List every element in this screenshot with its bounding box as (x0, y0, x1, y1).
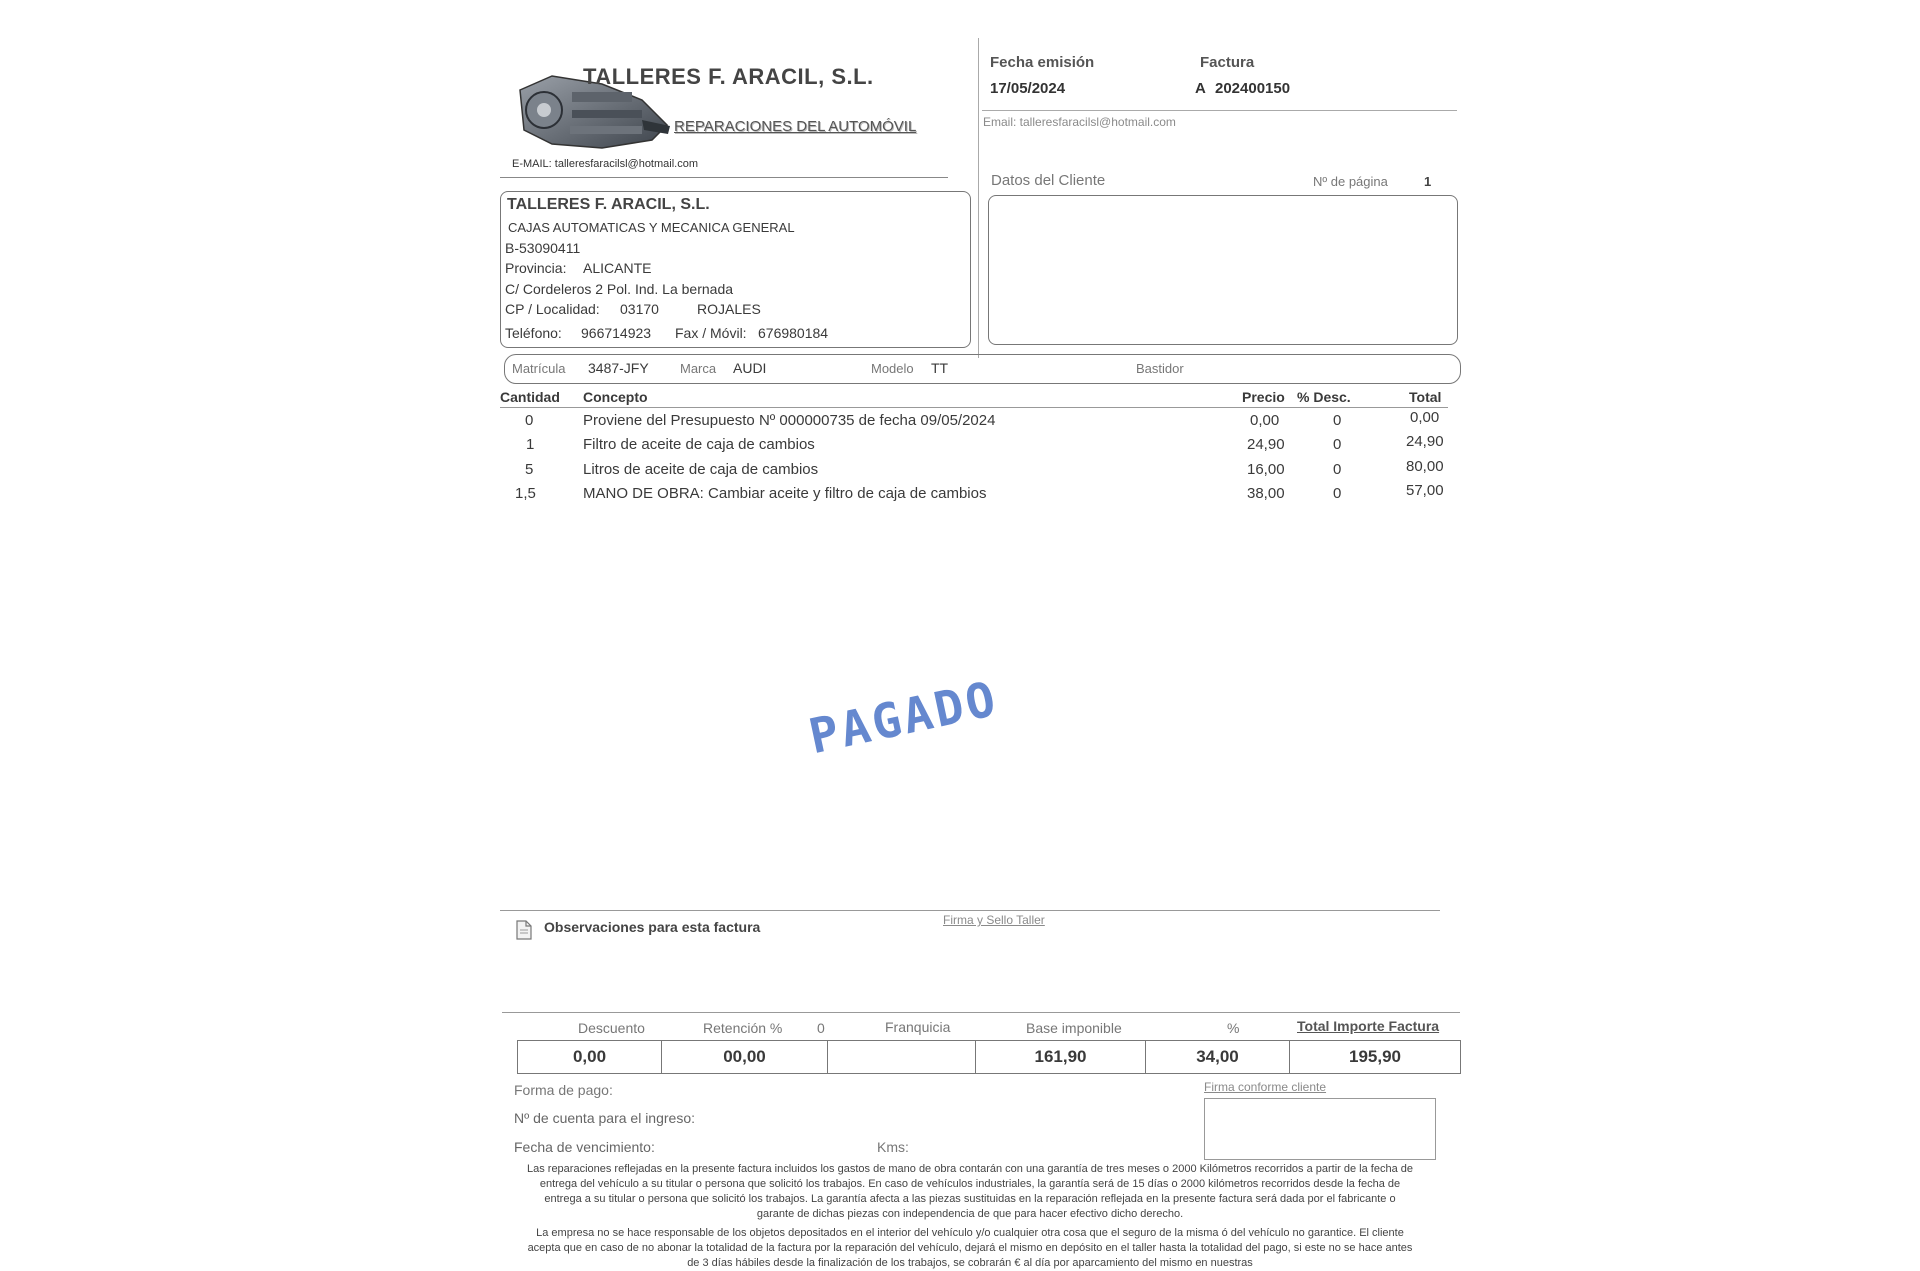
pct-label: % (1227, 1020, 1240, 1036)
col-desc: % Desc. (1297, 389, 1351, 405)
company-activity: CAJAS AUTOMATICAS Y MECANICA GENERAL (508, 220, 795, 235)
firma-taller-label: Firma y Sello Taller (943, 913, 1045, 927)
modelo-label: Modelo (871, 361, 914, 376)
row-cantidad: 1 (526, 436, 535, 453)
page-number-label: Nº de página (1313, 174, 1388, 189)
row-precio: 0,00 (1250, 412, 1280, 429)
franquicia-cell (827, 1040, 976, 1074)
total-cell: 195,90 (1289, 1040, 1461, 1074)
table-row (495, 409, 1440, 436)
marca-label: Marca (680, 361, 717, 376)
company-name: TALLERES F. ARACIL, S.L. (507, 196, 710, 213)
factura-label: Factura (1200, 54, 1255, 71)
observations-label: Observaciones para esta factura (544, 919, 761, 935)
company-address: C/ Cordeleros 2 Pol. Ind. La bernada (505, 281, 734, 297)
company-name-heading: TALLERES F. ARACIL, S.L. (583, 64, 874, 89)
row-total: 0,00 (1410, 409, 1440, 426)
row-total: 57,00 (1406, 482, 1444, 499)
retencion-cell: 00,00 (661, 1040, 828, 1074)
modelo-value: TT (931, 360, 949, 376)
row-concepto: Proviene del Presupuesto Nº 000000735 de fecha 09/05/2024 (583, 412, 996, 429)
paid-stamp: PAGADO (804, 670, 1004, 766)
column-separator (978, 38, 979, 358)
table-row (495, 458, 1444, 485)
email-line: Email: talleresfaracilsl@hotmail.com (983, 115, 1176, 129)
base-label: Base imponible (1026, 1020, 1122, 1036)
col-total: Total (1409, 389, 1442, 405)
row-cantidad: 0 (525, 412, 534, 429)
row-desc: 0 (1333, 436, 1342, 453)
client-signature-box (1204, 1098, 1436, 1160)
kms-label: Kms: (877, 1139, 909, 1155)
document-icon (516, 920, 532, 945)
row-cantidad: 1,5 (515, 485, 536, 502)
page-number-value: 1 (1424, 174, 1432, 189)
client-details-box (988, 195, 1458, 345)
row-precio: 24,90 (1247, 436, 1285, 453)
factura-number: 202400150 (1215, 80, 1291, 97)
pct-cell: 34,00 (1145, 1040, 1290, 1074)
row-cantidad: 5 (525, 461, 534, 478)
row-total: 24,90 (1406, 433, 1444, 450)
row-desc: 0 (1333, 485, 1342, 502)
col-precio: Precio (1242, 389, 1285, 405)
fecha-value: 17/05/2024 (990, 80, 1066, 97)
firma-cliente-label: Firma conforme cliente (1204, 1080, 1327, 1094)
row-concepto: Filtro de aceite de caja de cambios (583, 436, 815, 453)
client-label: Datos del Cliente (991, 172, 1106, 189)
franquicia-label: Franquicia (885, 1019, 951, 1035)
table-row (495, 433, 1444, 460)
descuento-cell: 0,00 (517, 1040, 662, 1074)
totals-divider (502, 1012, 1460, 1013)
header-divider (500, 177, 948, 178)
localidad-value: ROJALES (697, 301, 761, 317)
base-cell: 161,90 (975, 1040, 1146, 1074)
row-precio: 16,00 (1247, 461, 1285, 478)
telefono-label: Teléfono: (505, 325, 562, 341)
invoice-header-divider (982, 110, 1457, 111)
matricula-value: 3487-JFY (588, 360, 649, 376)
row-total: 80,00 (1406, 458, 1444, 475)
table-row (495, 482, 1444, 509)
row-concepto: MANO DE OBRA: Cambiar aceite y filtro de caja de cambios (583, 485, 987, 502)
vencimiento-label: Fecha de vencimiento: (514, 1139, 655, 1155)
fax-label: Fax / Móvil: (675, 325, 747, 341)
col-cantidad: Cantidad (500, 389, 560, 405)
descuento-label: Descuento (578, 1020, 645, 1036)
marca-value: AUDI (733, 360, 767, 376)
provincia-value: ALICANTE (583, 260, 652, 276)
total-label: Total Importe Factura (1297, 1018, 1440, 1034)
legal-warranty-text: Las reparaciones reflejadas en la presente factura incluidos los gastos de mano de obra contarán con una garantía de tres meses o 2000 Kilómetros recorridos a partir de la fecha de entrega del vehículo a su titular o persona que solicitó los trabajos. En caso de vehículos industriales, la garantía será de 15 días o 2000 kilómetros recorridos desde la fecha de entrega a su titular o persona que solicitó los trabajos. La garantía afecta a las piezas sustituidas en la reparación reflejada en la presente factura será dada por el fabricante o garante de dichas piezas con independencia de que para hacer efectivo dicho derecho. (526, 1163, 1414, 1220)
provincia-label: Provincia: (505, 260, 567, 276)
retencion-value: 0 (817, 1020, 825, 1036)
matricula-label: Matrícula (512, 361, 566, 376)
row-concepto: Litros de aceite de caja de cambios (583, 461, 819, 478)
legal-liability-text: La empresa no se hace responsable de los objetos depositados en el interior del vehículo y/o cualquier otra cosa que el seguro de la misma ó del vehículo no garantice. El cliente acepta que en caso de no abonar la totalidad de la factura por la reparación del vehículo, dejará el mismo en depósito en el taller hasta la totalidad del pago, si este no se hace antes de 3 días hábiles desde la finalización de los trabajos, se cobrarán € al día por aparcamiento del mismo en nuestras (527, 1227, 1413, 1269)
factura-series: A (1195, 80, 1206, 97)
forma-pago-label: Forma de pago: (514, 1082, 613, 1098)
cuenta-label: Nº de cuenta para el ingreso: (514, 1110, 696, 1126)
table-header-divider (500, 407, 1448, 408)
logo-email: E-MAIL: talleresfaracilsl@hotmail.com (512, 158, 698, 170)
row-desc: 0 (1333, 461, 1342, 478)
cp-label: CP / Localidad: (505, 301, 600, 317)
company-tagline: REPARACIONES DEL AUTOMÓVIL (674, 118, 917, 135)
telefono-value: 966714923 (581, 325, 652, 341)
bastidor-label: Bastidor (1136, 361, 1184, 376)
company-cif: B-53090411 (505, 240, 581, 256)
fecha-label: Fecha emisión (990, 54, 1095, 71)
cp-value: 03170 (620, 301, 659, 317)
observations-divider (500, 910, 1440, 911)
row-precio: 38,00 (1247, 485, 1285, 502)
row-desc: 0 (1333, 412, 1342, 429)
fax-value: 676980184 (758, 325, 829, 341)
col-concepto: Concepto (583, 389, 648, 405)
retencion-label: Retención % (703, 1020, 783, 1036)
